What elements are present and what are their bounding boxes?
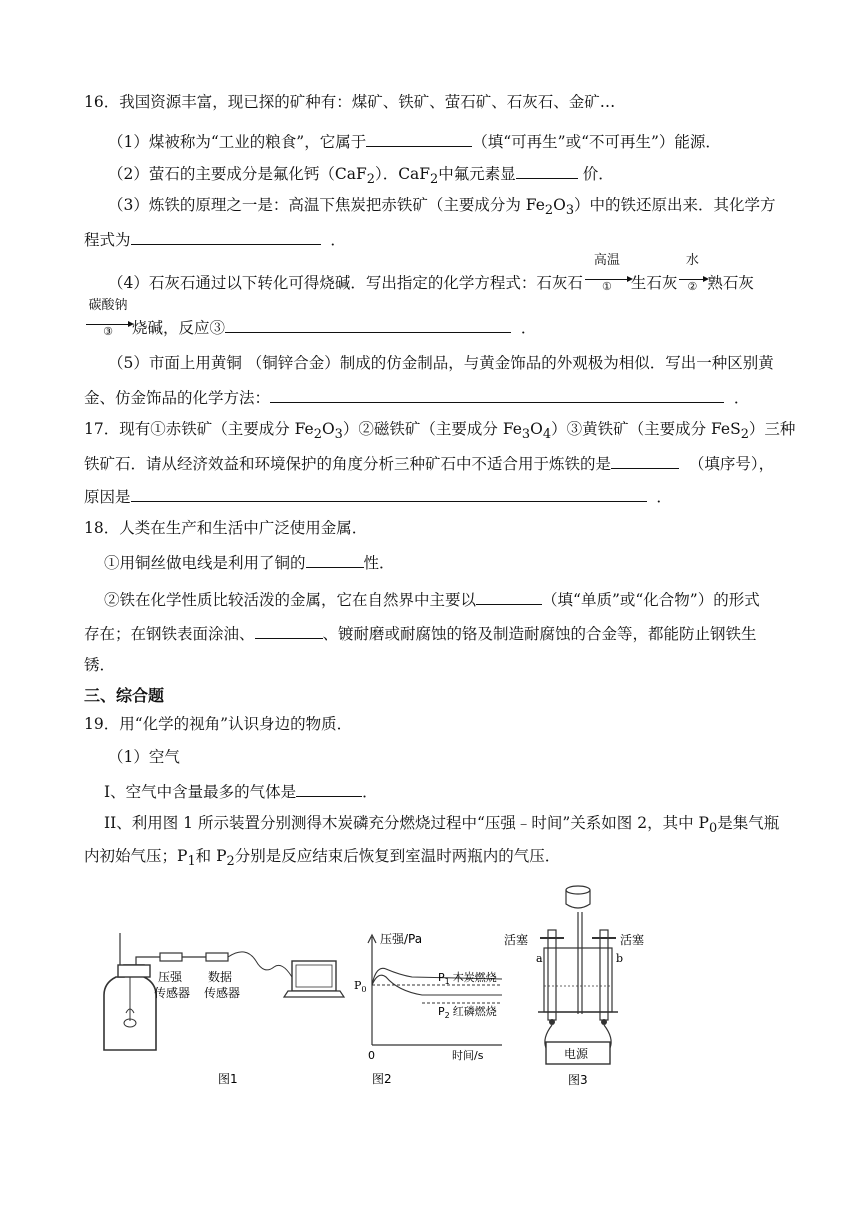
fig3-power-label: 电源 <box>564 1047 589 1061</box>
fig2-ylabel: 压强/Pa <box>380 932 423 946</box>
q19-stem: 19．用“化学的视角”认识身边的物质． <box>84 715 353 733</box>
figure-1-apparatus <box>96 925 356 1095</box>
fig2-p2-label: $P_2$ 红磷燃烧 <box>438 1005 497 1020</box>
fig3-right-stopcock-label: 活塞 <box>620 933 645 947</box>
answer-blank-q18-2[interactable] <box>476 588 542 605</box>
q16-stem: 16．我国资源丰富，现已探的矿种有：煤矿、铁矿、萤石矿、石灰石、金矿… <box>84 93 616 111</box>
q16-part5-cont: 金、仿金饰品的化学方法： ． <box>84 386 749 408</box>
fig3-label-b: b <box>616 952 624 965</box>
q17-line1: 17．现有①赤铁矿（主要成分 $Fe_2O_3)②$磁铁矿（主要成分 $Fe_3O_4)③$黄铁矿（主要成分 FeS$_2$）三种 <box>84 420 796 443</box>
fig2-caption: 图2 <box>372 1072 392 1086</box>
fig2-p0-label: $P_0$ <box>354 979 367 994</box>
reaction-arrow-1: 高温 ① <box>583 268 631 288</box>
fig3-caption: 图3 <box>568 1073 588 1087</box>
q16-part2: （2）萤石的主要成分是氟化钙（CaF$_2$）．CaF$_2$中氟元素显 价． <box>108 162 614 190</box>
answer-blank-q17-1[interactable] <box>611 452 679 469</box>
q18-sub1: ①用铜丝做电线是利用了铜的 性． <box>104 551 395 573</box>
fig1-sensor1-label-2: 传感器 <box>154 986 191 1000</box>
q18-sub2-cont: 存在；在钢铁表面涂油、 、镀耐磨或耐腐蚀的铬及制造耐腐蚀的合金等，都能防止钢铁生 <box>84 622 757 644</box>
q18-stem: 18．人类在生产和生活中广泛使用金属． <box>84 519 368 537</box>
figure-2-pressure-graph <box>352 925 522 1095</box>
answer-blank-q18-3[interactable] <box>255 622 323 639</box>
answer-blank-q16-4[interactable] <box>225 316 511 333</box>
fig1-caption: 图1 <box>218 1072 238 1086</box>
section-heading: 三、综合题 <box>84 686 165 705</box>
q16-part3-cont: 程式为 ． <box>84 228 346 250</box>
fig1-sensor2-label-1: 数据 <box>208 970 233 984</box>
q17-line3: 原因是 ． <box>84 485 672 507</box>
fig3-label-a: a <box>536 952 543 965</box>
answer-blank-q19-1[interactable] <box>296 780 362 797</box>
answer-blank-q17-2[interactable] <box>131 485 647 502</box>
fig1-sensor2-label-2: 传感器 <box>204 986 241 1000</box>
q19-ii: II、利用图 1 所示装置分别测得木炭磷充分燃烧过程中“压强﹣时间”关系如图 2，其中 $P_0$是集气瓶 <box>104 814 780 837</box>
answer-blank-q16-5[interactable] <box>270 386 724 403</box>
fig2-xlabel: 时间/s <box>452 1049 484 1062</box>
fig3-left-stopcock-label: 活塞 <box>504 933 529 947</box>
reaction-arrow-2: 水 ② <box>677 268 707 288</box>
reaction-arrow-3: 碳酸钠 ③ <box>84 313 132 333</box>
q19-part1: （1）空气 <box>108 748 180 766</box>
q18-sub2-end: 锈． <box>84 656 116 674</box>
figure-3-electrolysis <box>498 882 668 1096</box>
answer-blank-q16-2[interactable] <box>516 162 578 179</box>
q16-part4: （4）石灰石通过以下转化可得烧碱．写出指定的化学方程式：石灰石 高温 ① 生石灰 水 ② 熟石灰 <box>108 253 754 293</box>
q16-part3: （3）炼铁的原理之一是：高温下焦炭把赤铁矿（主要成分为 $Fe_2O_3$）中的铁还原出来．其化学方 <box>108 196 776 219</box>
answer-blank-q18-1[interactable] <box>306 551 364 568</box>
q16-part4-cont: 碳酸钠 ③ 烧碱，反应③ ． <box>84 313 536 338</box>
fig2-origin: 0 <box>368 1049 375 1062</box>
answer-blank-q16-3[interactable] <box>131 228 321 245</box>
q19-i: I、空气中含量最多的气体是 ． <box>104 780 378 802</box>
q16-part5: （5）市面上用黄铜 （铜锌合金）制成的仿金制品，与黄金饰品的外观极为相似．写出一种区别黄 <box>108 354 774 372</box>
q18-sub2: ②铁在化学性质比较活泼的金属，它在自然界中主要以 （填“单质”或“化合物”）的形式 <box>104 588 760 610</box>
fig1-sensor1-label-1: 压强 <box>158 970 183 984</box>
answer-blank-q16-1[interactable] <box>366 130 472 147</box>
q19-ii-cont: 内初始气压；$P_1$和 $P_2$分别是反应结束后恢复到室温时两瓶内的气压． <box>84 847 561 870</box>
q17-line2: 铁矿石．请从经济效益和环境保护的角度分析三种矿石中不适合用于炼铁的是 （填序号）， <box>84 452 774 474</box>
fig2-p1-label: $P_1$ 木炭燃烧 <box>438 971 497 986</box>
q16-part1: （1）煤被称为“工业的粮食”，它属于 （填“可再生”或“不可再生”）能源． <box>108 130 721 152</box>
